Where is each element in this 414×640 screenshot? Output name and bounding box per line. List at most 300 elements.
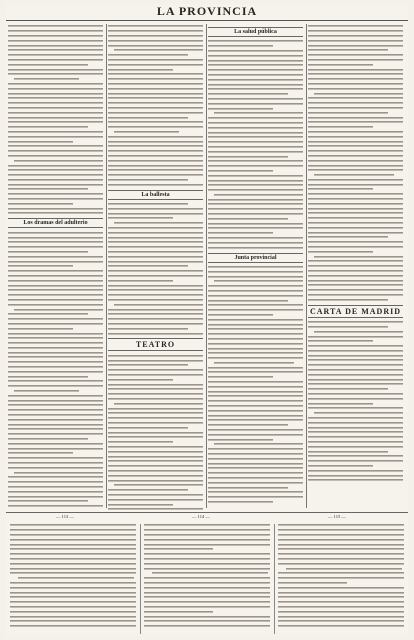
- text-line: [8, 456, 103, 460]
- text-line: [208, 226, 303, 230]
- text-line: [208, 495, 303, 499]
- text-line: [208, 447, 303, 451]
- text-line: [10, 595, 136, 599]
- text-line: [208, 480, 303, 484]
- text-line: [108, 254, 203, 258]
- text-line: [8, 134, 103, 138]
- text-line: [8, 336, 103, 340]
- text-line: [144, 533, 270, 537]
- text-line: [208, 97, 303, 101]
- text-line: [278, 533, 404, 537]
- text-line: [8, 24, 103, 28]
- text-line: [208, 159, 303, 163]
- text-line: [10, 542, 136, 546]
- text-line: [108, 230, 203, 234]
- newspaper-title: LA PROVINCIA: [156, 4, 258, 18]
- text-line: [208, 140, 303, 144]
- text-line: [308, 139, 403, 143]
- text-line: [214, 193, 303, 197]
- text-line: [208, 413, 303, 417]
- column-rule: [140, 524, 141, 634]
- text-line: [208, 44, 273, 48]
- page-number: — 114 —: [192, 514, 210, 519]
- text-line: [308, 58, 403, 62]
- text-line: [108, 421, 203, 425]
- text-line: [278, 600, 404, 604]
- text-line: [14, 389, 79, 393]
- text-line: [308, 339, 373, 343]
- text-line: [8, 422, 103, 426]
- text-line: [108, 43, 203, 47]
- text-line: [8, 120, 103, 124]
- text-line: [8, 201, 73, 205]
- text-line: [144, 614, 270, 618]
- text-line: [144, 561, 270, 565]
- text-line: [208, 298, 288, 302]
- text-line: [8, 154, 103, 158]
- text-line: [10, 605, 136, 609]
- text-line: [308, 187, 373, 191]
- text-line: [108, 264, 188, 268]
- text-line: [8, 480, 103, 484]
- text-line: [208, 289, 303, 293]
- text-line: [8, 53, 103, 57]
- text-line: [8, 379, 103, 383]
- text-line: [108, 62, 203, 66]
- text-line: [108, 493, 203, 497]
- page-number: — 115 —: [328, 514, 346, 519]
- text-line: [108, 382, 203, 386]
- text-line: [8, 48, 103, 52]
- text-line: [308, 278, 403, 282]
- text-line: [308, 353, 403, 357]
- text-line: [8, 240, 103, 244]
- text-line: [144, 566, 270, 570]
- text-line: [308, 420, 403, 424]
- text-line: [208, 313, 273, 317]
- text-line: [8, 259, 103, 263]
- text-line: [308, 120, 403, 124]
- text-line: [308, 101, 403, 105]
- text-line: [8, 509, 103, 510]
- text-line: [144, 609, 213, 613]
- text-line: [108, 317, 203, 321]
- text-line: [208, 399, 303, 403]
- text-line: [314, 411, 403, 415]
- text-line: [8, 408, 103, 412]
- text-line: [108, 507, 203, 510]
- text-line: [208, 303, 303, 307]
- text-line: [108, 358, 203, 362]
- text-line: [308, 245, 403, 249]
- text-line: [108, 497, 203, 501]
- text-line: [8, 293, 103, 297]
- text-line: [8, 211, 103, 215]
- text-line: [108, 182, 203, 186]
- text-line: [208, 77, 303, 81]
- text-line: [8, 245, 103, 249]
- text-line: [8, 360, 103, 364]
- text-line: [108, 312, 203, 316]
- text-line: [108, 168, 203, 172]
- text-line: [308, 259, 403, 263]
- text-line: [208, 384, 303, 388]
- text-line: [208, 322, 303, 326]
- text-line: [308, 221, 403, 225]
- text-line: [208, 356, 303, 360]
- text-line: [208, 317, 303, 321]
- text-line: [308, 416, 403, 420]
- text-line: [8, 350, 103, 354]
- text-line: [144, 600, 270, 604]
- text-line: [208, 476, 303, 480]
- text-line: [278, 605, 404, 609]
- text-line: [308, 444, 403, 448]
- column-4: [308, 24, 403, 510]
- column-rule: [274, 524, 275, 634]
- text-line: [8, 264, 73, 268]
- text-line: [214, 442, 303, 446]
- text-line: [8, 485, 103, 489]
- text-line: [108, 377, 173, 381]
- text-line: [208, 490, 303, 494]
- text-line: [208, 240, 303, 244]
- text-line: [308, 283, 403, 287]
- text-line: [108, 178, 188, 182]
- text-line: [108, 34, 203, 38]
- text-line: [208, 169, 273, 173]
- text-line: [10, 547, 136, 551]
- text-line: [8, 269, 103, 273]
- text-line: [8, 173, 103, 177]
- text-line: [108, 416, 203, 420]
- text-line: [8, 369, 103, 373]
- text-line: [14, 158, 103, 162]
- text-line: [208, 471, 303, 475]
- text-line: [278, 590, 404, 594]
- text-line: [208, 207, 303, 211]
- text-line: [278, 542, 404, 546]
- text-line: [8, 298, 103, 302]
- text-line: [208, 212, 303, 216]
- text-line: [108, 86, 203, 90]
- text-line: [108, 158, 203, 162]
- text-line: [208, 87, 303, 91]
- text-line: [8, 125, 88, 129]
- text-line: [108, 464, 203, 468]
- text-line: [10, 619, 136, 623]
- text-line: [208, 332, 303, 336]
- text-line: [208, 68, 303, 72]
- text-line: [8, 322, 103, 326]
- text-line: [8, 393, 103, 397]
- text-line: [8, 230, 103, 234]
- text-line: [208, 164, 303, 168]
- text-line: [208, 274, 303, 278]
- text-line: [214, 361, 294, 365]
- text-line: [8, 283, 103, 287]
- text-line: [308, 425, 403, 429]
- text-line: [214, 111, 303, 115]
- text-line: [308, 468, 403, 472]
- text-line: [8, 355, 103, 359]
- text-line: [8, 374, 88, 378]
- text-line: [278, 547, 404, 551]
- text-line: [8, 274, 103, 278]
- text-line: [308, 82, 403, 86]
- text-line: [10, 561, 136, 565]
- text-line: [308, 125, 373, 129]
- text-line: [8, 432, 103, 436]
- text-line: [108, 502, 173, 506]
- text-line: [108, 353, 203, 357]
- text-line: [8, 365, 103, 369]
- text-line: [308, 235, 388, 239]
- text-line: [208, 135, 303, 139]
- text-line: [8, 91, 103, 95]
- text-line: [108, 91, 203, 95]
- text-line: [308, 269, 403, 273]
- text-line: [8, 494, 103, 498]
- text-line: [8, 67, 103, 71]
- text-line: [10, 581, 136, 585]
- text-line: [308, 110, 388, 114]
- text-line: [10, 614, 136, 618]
- text-line: [108, 173, 203, 177]
- text-line: [8, 461, 103, 465]
- text-line: [208, 389, 303, 393]
- text-line: [108, 58, 203, 62]
- text-line: [308, 273, 403, 277]
- text-line: [278, 523, 404, 527]
- text-line: [8, 317, 103, 321]
- text-line: [208, 346, 303, 350]
- text-line: [8, 278, 103, 282]
- text-line: [208, 82, 303, 86]
- text-line: [144, 523, 270, 527]
- text-line: [108, 259, 203, 263]
- text-line: [308, 358, 403, 362]
- text-line: [208, 293, 303, 297]
- text-line: [10, 590, 136, 594]
- text-line: [8, 38, 103, 42]
- text-line: [308, 344, 403, 348]
- text-line: [8, 72, 103, 76]
- text-line: [208, 236, 303, 240]
- text-line: [108, 154, 203, 158]
- text-line: [108, 106, 203, 110]
- text-line: [8, 341, 103, 345]
- text-line: [144, 624, 270, 628]
- text-line: [208, 365, 303, 369]
- text-line: [308, 440, 403, 444]
- text-line: [8, 62, 88, 66]
- text-line: [108, 392, 203, 396]
- text-line: [308, 192, 403, 196]
- text-line: [108, 283, 203, 287]
- text-line: [308, 372, 403, 376]
- text-line: [10, 600, 136, 604]
- text-line: [108, 115, 188, 119]
- text-line: [278, 595, 404, 599]
- text-line: [10, 566, 136, 570]
- text-line: [8, 29, 103, 33]
- text-line: [8, 197, 103, 201]
- text-line: [208, 437, 273, 441]
- text-line: [8, 499, 88, 503]
- section-heading: TEATRO: [108, 338, 203, 351]
- text-line: [8, 206, 103, 210]
- text-line: [144, 537, 270, 541]
- text-line: [108, 293, 203, 297]
- text-line: [314, 254, 403, 258]
- text-line: [308, 144, 403, 148]
- text-line: [108, 29, 203, 33]
- text-line: [278, 528, 404, 532]
- text-line: [108, 307, 203, 311]
- text-line: [8, 346, 103, 350]
- continuation-band: [6, 512, 408, 635]
- text-line: [308, 249, 373, 253]
- text-line: [208, 221, 303, 225]
- text-line: [208, 92, 288, 96]
- text-line: [108, 326, 188, 330]
- text-line: [144, 542, 270, 546]
- text-line: [208, 500, 273, 504]
- text-line: [208, 265, 303, 269]
- text-line: [144, 552, 270, 556]
- text-line: [144, 581, 270, 585]
- text-line: [108, 235, 203, 239]
- text-line: [208, 351, 303, 355]
- text-line: [208, 375, 273, 379]
- text-line: [8, 182, 103, 186]
- text-line: [308, 382, 403, 386]
- text-line: [108, 125, 203, 129]
- text-line: [308, 197, 403, 201]
- text-line: [308, 134, 403, 138]
- text-line: [308, 334, 403, 338]
- text-line: [208, 394, 303, 398]
- text-line: [278, 557, 404, 561]
- text-line: [108, 245, 203, 249]
- text-line: [308, 264, 403, 268]
- text-line: [308, 67, 403, 71]
- text-line: [308, 459, 403, 463]
- text-line: [208, 466, 303, 470]
- text-line: [108, 24, 203, 28]
- text-line: [8, 451, 73, 455]
- text-line: [308, 454, 403, 458]
- text-line: [208, 178, 303, 182]
- text-line: [308, 211, 403, 215]
- text-line: [278, 571, 404, 575]
- text-line: [10, 537, 136, 541]
- text-line: [144, 619, 270, 623]
- text-line: [144, 585, 270, 589]
- text-line: [108, 435, 203, 439]
- text-line: [308, 368, 403, 372]
- text-line: [278, 576, 404, 580]
- section-heading: La ballesta: [108, 190, 203, 200]
- text-line: [208, 404, 303, 408]
- text-line: [308, 130, 403, 134]
- text-line: [308, 377, 403, 381]
- text-line: [208, 53, 303, 57]
- text-line: [8, 96, 103, 100]
- text-line: [208, 173, 303, 177]
- article-columns: [6, 24, 408, 510]
- text-line: [8, 34, 103, 38]
- text-line: [152, 571, 268, 575]
- text-line: [108, 368, 203, 372]
- text-line: [214, 279, 303, 283]
- text-line: [208, 337, 303, 341]
- text-line: [208, 461, 303, 465]
- text-line: [208, 188, 303, 192]
- text-line: [8, 427, 103, 431]
- text-line: [108, 430, 203, 434]
- text-line: [8, 446, 103, 450]
- text-line: [308, 363, 403, 367]
- text-line: [108, 211, 203, 215]
- text-line: [108, 101, 203, 105]
- section-heading: CARTA DE MADRID: [309, 306, 401, 316]
- text-line: [108, 397, 203, 401]
- text-line: [108, 38, 203, 42]
- text-line: [18, 576, 134, 580]
- text-line: [108, 411, 203, 415]
- text-line: [10, 552, 136, 556]
- text-line: [8, 106, 103, 110]
- text-line: [144, 590, 270, 594]
- text-line: [208, 269, 303, 273]
- text-line: [308, 115, 403, 119]
- text-line: [8, 235, 103, 239]
- text-line: [114, 130, 179, 134]
- text-line: [8, 144, 103, 148]
- text-line: [208, 106, 273, 110]
- text-line: [308, 168, 403, 172]
- text-line: [108, 387, 203, 391]
- text-line: [308, 297, 388, 301]
- text-line: [8, 115, 103, 119]
- text-line: [108, 322, 203, 326]
- text-line: [308, 435, 403, 439]
- text-line: [108, 144, 203, 148]
- text-line: [114, 302, 203, 306]
- text-line: [144, 576, 270, 580]
- text-line: [278, 581, 347, 585]
- text-line: [10, 624, 136, 628]
- text-line: [108, 440, 173, 444]
- text-line: [14, 470, 103, 474]
- text-line: [114, 483, 203, 487]
- text-line: [208, 370, 303, 374]
- text-line: [108, 278, 173, 282]
- text-line: [208, 308, 303, 312]
- bottom-column-1: [10, 523, 136, 633]
- text-line: [108, 82, 203, 86]
- text-line: [308, 225, 403, 229]
- text-line: [8, 43, 103, 47]
- text-line: [144, 547, 213, 551]
- text-line: [308, 320, 403, 324]
- text-line: [208, 58, 303, 62]
- text-line: [108, 478, 203, 482]
- text-line: [114, 221, 203, 225]
- text-line: [108, 96, 203, 100]
